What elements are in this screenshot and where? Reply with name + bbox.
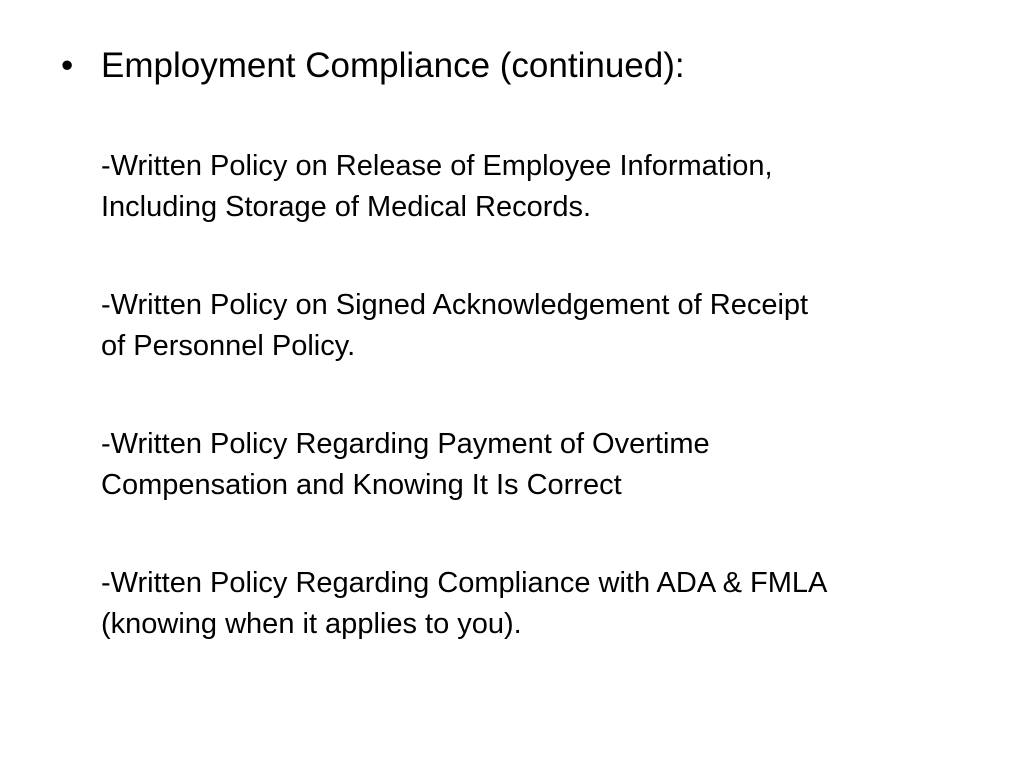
policy-item-line: of Personnel Policy. bbox=[101, 330, 356, 362]
slide-heading bbox=[61, 44, 685, 88]
policy-list bbox=[101, 146, 1001, 702]
policy-item bbox=[101, 563, 1001, 645]
policy-item-line: Compensation and Knowing It Is Correct bbox=[101, 469, 622, 501]
policy-item bbox=[101, 146, 1001, 228]
policy-item-line: Including Storage of Medical Records. bbox=[101, 191, 592, 223]
policy-item-line: (knowing when it applies to you). bbox=[101, 608, 522, 640]
policy-item-line: -Written Policy Regarding Compliance with ADA & FMLA bbox=[101, 567, 828, 599]
policy-item-line: -Written Policy on Release of Employee Information, bbox=[101, 150, 773, 182]
heading-text: Employment Compliance (continued): bbox=[101, 46, 685, 85]
policy-item-line: -Written Policy Regarding Payment of Overtime bbox=[101, 428, 710, 460]
policy-item bbox=[101, 285, 1001, 367]
policy-item bbox=[101, 424, 1001, 506]
bullet-icon: • bbox=[61, 46, 74, 85]
policy-item-line: -Written Policy on Signed Acknowledgement of Receipt bbox=[101, 289, 809, 321]
